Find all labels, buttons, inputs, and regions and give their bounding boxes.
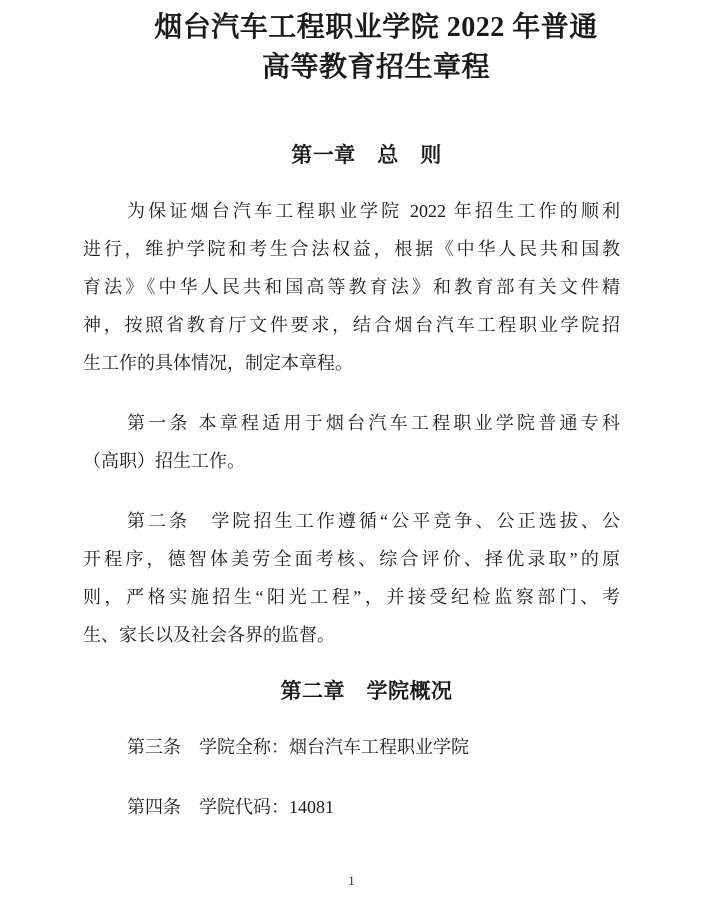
paragraph xyxy=(83,788,620,826)
section xyxy=(83,676,620,826)
chapter-heading: 第一章 总 则 xyxy=(291,143,442,167)
text-line: 开程序，德智体美劳全面考核、综合评价、择优录取”的原 xyxy=(83,549,620,569)
text-line: 则，严格实施招生“阳光工程”，并接受纪检监察部门、考 xyxy=(83,587,620,607)
page-number: 1 xyxy=(348,873,355,888)
sections-container xyxy=(83,140,620,826)
document-content xyxy=(83,0,620,848)
text-line: 生工作的具体情况，制定本章程。 xyxy=(83,353,353,373)
document-title xyxy=(83,8,620,88)
paragraph xyxy=(83,404,620,480)
text-line: 进行，维护学院和考生合法权益，根据《中华人民共和国教 xyxy=(83,239,620,259)
text-line: 第三条 学院全称：烟台汽车工程职业学院 xyxy=(127,737,469,757)
text-line: 育法》《中华人民共和国高等教育法》和教育部有关文件精 xyxy=(83,277,620,297)
section xyxy=(83,140,620,654)
paragraph xyxy=(83,192,620,382)
text-line: 生、家长以及社会各界的监督。 xyxy=(83,625,335,645)
paragraph xyxy=(83,728,620,766)
chapter-heading: 第二章 学院概况 xyxy=(280,679,453,703)
text-line: 神，按照省教育厅文件要求，结合烟台汽车工程职业学院招 xyxy=(83,315,620,335)
text-line: 第二条 学院招生工作遵循“公平竞争、公正选拔、公 xyxy=(127,511,620,531)
text-line: （高职）招生工作。 xyxy=(83,451,245,471)
paragraph xyxy=(83,502,620,654)
title-line: 高等教育招生章程 xyxy=(261,52,490,83)
text-line: 为保证烟台汽车工程职业学院 2022 年招生工作的顺利 xyxy=(127,201,620,221)
text-line: 第一条 本章程适用于烟台汽车工程职业学院普通专科 xyxy=(127,413,620,433)
title-line: 烟台汽车工程职业学院 2022 年普通 xyxy=(154,12,598,43)
text-line: 第四条 学院代码：14081 xyxy=(127,797,334,817)
